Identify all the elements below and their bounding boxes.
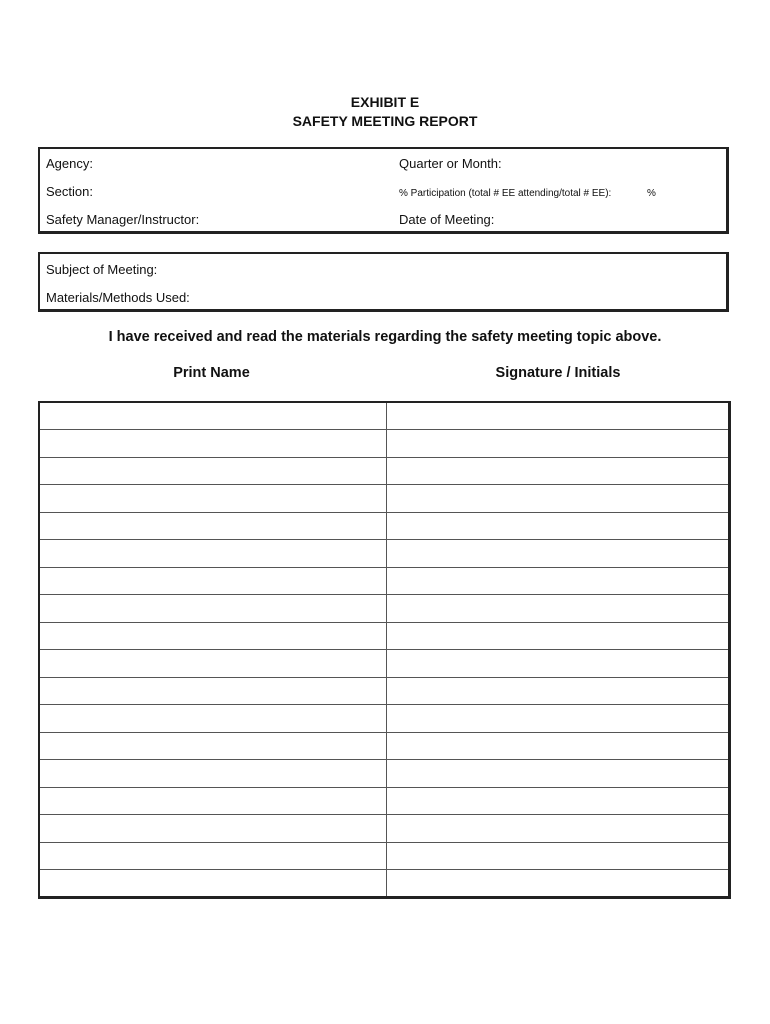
signature-cell[interactable] bbox=[386, 430, 730, 458]
acknowledgement-statement: I have received and read the materials regarding the safety meeting topic above. bbox=[108, 329, 662, 345]
signature-header: Signature / Initials bbox=[495, 365, 621, 381]
table-row bbox=[39, 732, 730, 760]
signature-cell[interactable] bbox=[386, 402, 730, 430]
print-name-header: Print Name bbox=[173, 365, 250, 381]
print-name-cell[interactable] bbox=[39, 595, 386, 623]
table-row bbox=[39, 760, 730, 788]
signature-cell[interactable] bbox=[386, 787, 730, 815]
signature-cell[interactable] bbox=[386, 540, 730, 568]
signature-cell[interactable] bbox=[386, 485, 730, 513]
agency-label: Agency: bbox=[46, 156, 93, 171]
quarter-month-label: Quarter or Month: bbox=[399, 156, 502, 171]
table-row bbox=[39, 815, 730, 843]
print-name-cell[interactable] bbox=[39, 457, 386, 485]
signature-table bbox=[38, 401, 731, 899]
signature-cell[interactable] bbox=[386, 870, 730, 898]
print-name-cell[interactable] bbox=[39, 512, 386, 540]
table-row bbox=[39, 622, 730, 650]
table-row bbox=[39, 842, 730, 870]
table-row bbox=[39, 512, 730, 540]
print-name-cell[interactable] bbox=[39, 705, 386, 733]
print-name-cell[interactable] bbox=[39, 485, 386, 513]
participation-label: % Participation (total # EE attending/total # EE): bbox=[399, 188, 612, 199]
print-name-cell[interactable] bbox=[39, 787, 386, 815]
signature-cell[interactable] bbox=[386, 760, 730, 788]
safety-manager-label: Safety Manager/Instructor: bbox=[46, 212, 200, 227]
table-row bbox=[39, 677, 730, 705]
meeting-date-label: Date of Meeting: bbox=[399, 212, 495, 227]
signature-cell[interactable] bbox=[386, 512, 730, 540]
print-name-cell[interactable] bbox=[39, 870, 386, 898]
print-name-cell[interactable] bbox=[39, 567, 386, 595]
signature-cell[interactable] bbox=[386, 622, 730, 650]
print-name-cell[interactable] bbox=[39, 402, 386, 430]
section-label: Section: bbox=[46, 184, 93, 199]
signature-cell[interactable] bbox=[386, 595, 730, 623]
table-row bbox=[39, 870, 730, 898]
materials-label: Materials/Methods Used: bbox=[46, 290, 190, 305]
print-name-cell[interactable] bbox=[39, 732, 386, 760]
signature-cell[interactable] bbox=[386, 842, 730, 870]
table-row bbox=[39, 567, 730, 595]
print-name-cell[interactable] bbox=[39, 650, 386, 678]
table-row bbox=[39, 540, 730, 568]
table-row bbox=[39, 430, 730, 458]
print-name-cell[interactable] bbox=[39, 677, 386, 705]
participation-percent-sign: % bbox=[647, 188, 656, 199]
signature-cell[interactable] bbox=[386, 650, 730, 678]
table-row bbox=[39, 787, 730, 815]
print-name-cell[interactable] bbox=[39, 815, 386, 843]
meeting-info-box bbox=[38, 147, 729, 234]
meeting-subject-box bbox=[38, 252, 729, 312]
table-row bbox=[39, 705, 730, 733]
table-row bbox=[39, 650, 730, 678]
print-name-cell[interactable] bbox=[39, 430, 386, 458]
print-name-cell[interactable] bbox=[39, 842, 386, 870]
table-row bbox=[39, 595, 730, 623]
exhibit-heading: EXHIBIT E bbox=[350, 94, 420, 110]
signature-cell[interactable] bbox=[386, 677, 730, 705]
signature-cell[interactable] bbox=[386, 567, 730, 595]
signature-cell[interactable] bbox=[386, 457, 730, 485]
report-title: SAFETY MEETING REPORT bbox=[292, 113, 478, 129]
table-row bbox=[39, 457, 730, 485]
print-name-cell[interactable] bbox=[39, 622, 386, 650]
signature-cell[interactable] bbox=[386, 815, 730, 843]
signature-cell[interactable] bbox=[386, 732, 730, 760]
print-name-cell[interactable] bbox=[39, 540, 386, 568]
table-row bbox=[39, 402, 730, 430]
subject-label: Subject of Meeting: bbox=[46, 262, 158, 277]
signature-cell[interactable] bbox=[386, 705, 730, 733]
print-name-cell[interactable] bbox=[39, 760, 386, 788]
table-row bbox=[39, 485, 730, 513]
